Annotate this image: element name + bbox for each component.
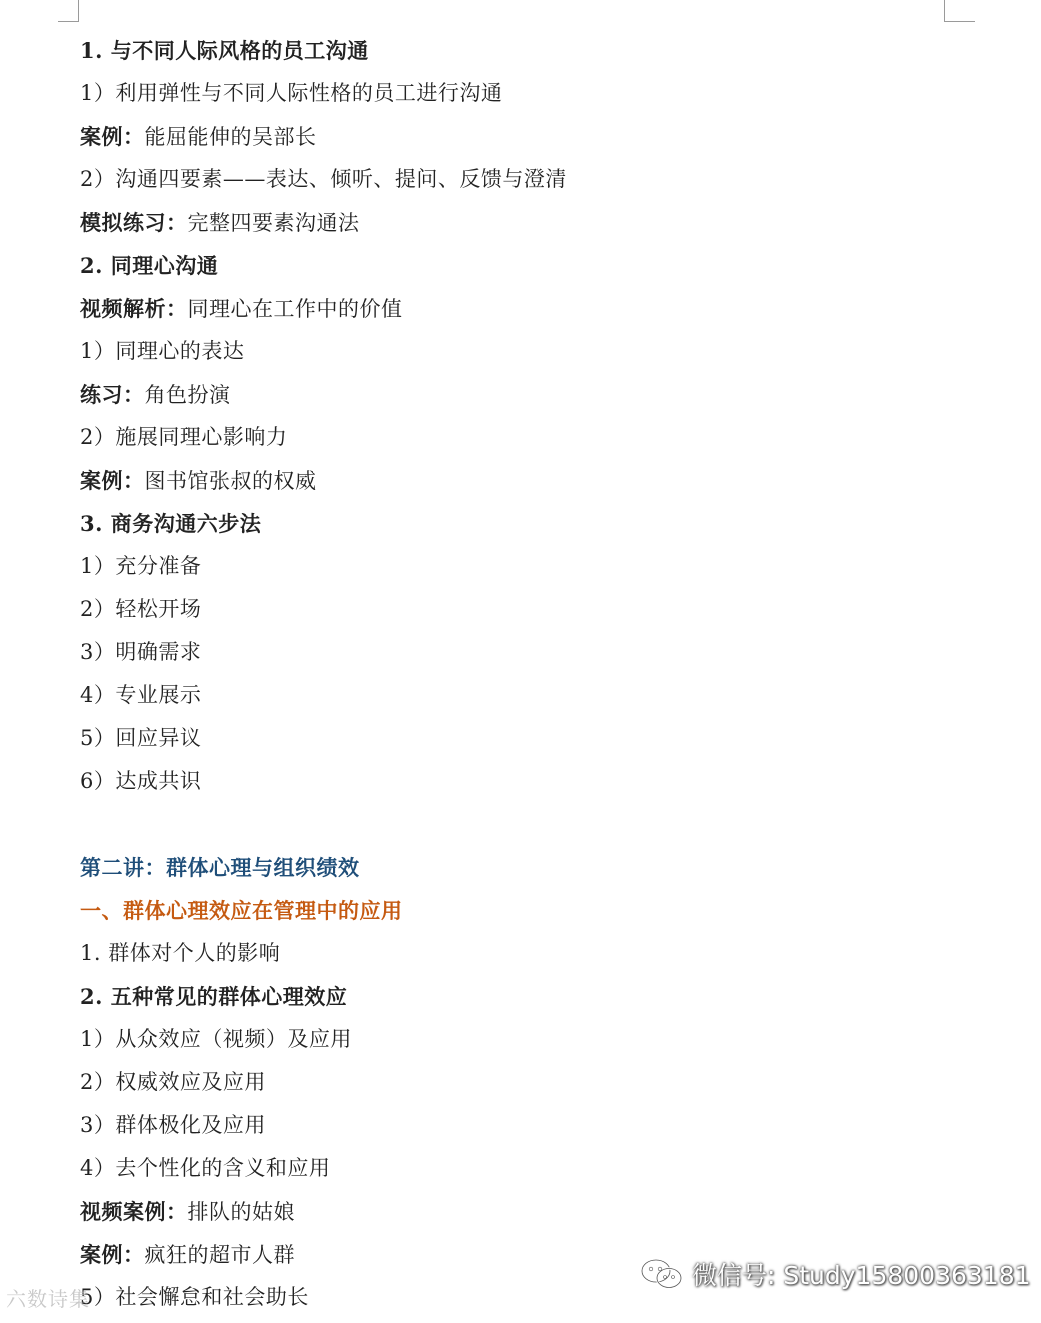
list-item: 4）去个性化的含义和应用 [80, 1156, 331, 1180]
watermark-left [6, 1283, 90, 1312]
list-item: 4）专业展示 [80, 683, 202, 707]
line-text: 疯狂的超市人群 [144, 1243, 295, 1267]
line-label: 模拟练习： [80, 210, 188, 235]
list-item: 1）利用弹性与不同人际性格的员工进行沟通 [80, 81, 503, 105]
list-item: 2）轻松开场 [80, 597, 202, 621]
line-text: 排队的姑娘 [187, 1200, 295, 1224]
watermark-wechat-text: 微信号: Study15800363181 [692, 1261, 1031, 1290]
list-item: 3）群体极化及应用 [80, 1113, 266, 1137]
list-item: 1）充分准备 [80, 554, 202, 578]
line-label: 案例： [80, 1242, 145, 1267]
list-item: 6）达成共识 [80, 769, 202, 793]
section-heading: 2. 五种常见的群体心理效应 [80, 984, 348, 1009]
list-item: 1. 群体对个人的影响 [80, 941, 281, 965]
wechat-icon [640, 1257, 684, 1291]
blank-line [80, 803, 980, 846]
labeled-line [80, 373, 980, 416]
section-heading: 1. 与不同人际风格的员工沟通 [80, 38, 369, 63]
list-item: 5）回应异议 [80, 726, 202, 750]
labeled-line [80, 201, 980, 244]
line-label: 视频案例： [80, 1199, 188, 1224]
watermark-left-text: 六数诗集 [6, 1287, 90, 1311]
labeled-line [80, 1190, 980, 1233]
page-corner-mark-left [58, 0, 79, 22]
watermark-wechat [640, 1256, 1031, 1292]
list-item: 3）明确需求 [80, 640, 202, 664]
line-label: 案例： [80, 468, 145, 493]
chapter-heading: 一、群体心理效应在管理中的应用 [80, 898, 403, 923]
list-item: 5）社会懈怠和社会助长 [80, 1285, 309, 1309]
line-text: 图书馆张叔的权威 [144, 469, 317, 493]
line-label: 视频解析： [80, 296, 188, 321]
line-text: 能屈能伸的吴部长 [144, 125, 317, 149]
list-item: 2）权威效应及应用 [80, 1070, 266, 1094]
labeled-line [80, 115, 980, 158]
document-body [80, 29, 980, 1319]
labeled-line [80, 287, 980, 330]
section-heading: 3. 商务沟通六步法 [80, 511, 262, 536]
lecture-heading: 第二讲：群体心理与组织绩效 [80, 855, 360, 880]
page-corner-mark-right [944, 0, 975, 22]
line-text: 完整四要素沟通法 [187, 211, 360, 235]
line-label: 练习： [80, 382, 145, 407]
list-item: 2）沟通四要素——表达、倾听、提问、反馈与澄清 [80, 167, 567, 191]
line-text: 同理心在工作中的价值 [187, 297, 403, 321]
list-item: 1）同理心的表达 [80, 339, 245, 363]
list-item: 2）施展同理心影响力 [80, 425, 288, 449]
line-label: 案例： [80, 124, 145, 149]
list-item: 1）从众效应（视频）及应用 [80, 1027, 352, 1051]
line-text: 角色扮演 [144, 383, 231, 407]
section-heading: 2. 同理心沟通 [80, 253, 219, 278]
labeled-line [80, 459, 980, 502]
